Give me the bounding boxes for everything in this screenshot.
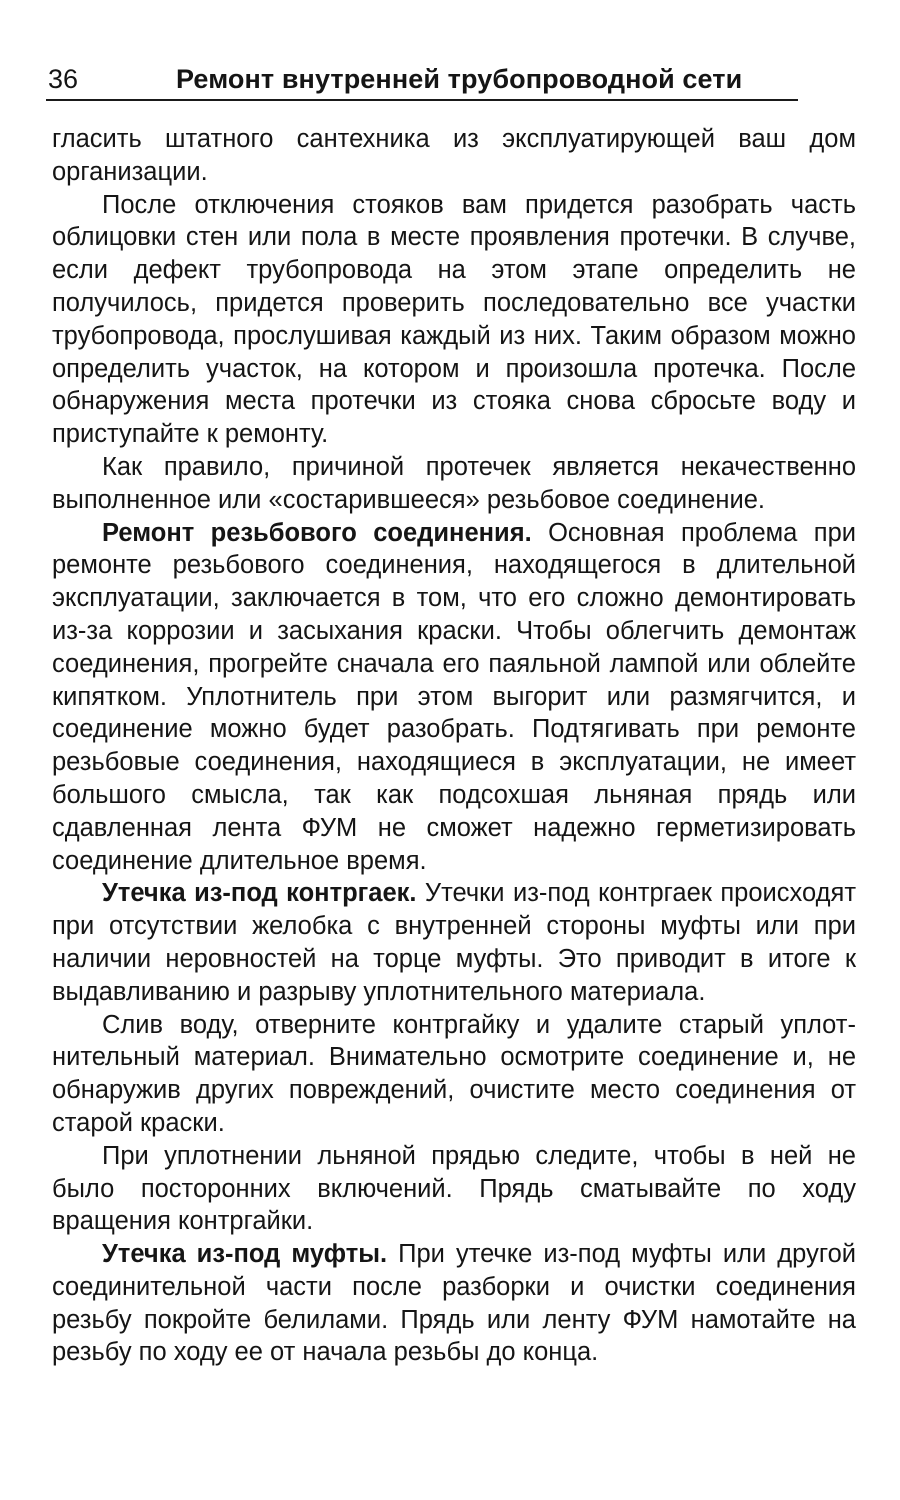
paragraph-5 xyxy=(52,877,856,1008)
page-header xyxy=(46,55,798,101)
paragraph-text: гласить штатного сантехника из эксплуатирующей ваш дом организации. xyxy=(52,125,856,186)
section-heading-thread-repair: Ремонт резьбового соединения. xyxy=(102,518,532,547)
paragraph-text: Утечки из-под контргаек происходят при отсутствии желобка с внутренней стороны муфты или при наличии неровностей на торце муфты. Это приводит в итоге к выдавливанию и разрыву уплотнительного материала. xyxy=(52,879,856,1006)
section-heading-coupling-leak: Утечка из-под муфты. xyxy=(102,1240,388,1269)
paragraph-text: При уплотнении льняной прядью следите, чтобы в ней не было посторонних включений. Прядь сматывайте по ходу вращения контргайки. xyxy=(52,1141,856,1236)
paragraph-7 xyxy=(52,1140,856,1238)
paragraph-3 xyxy=(52,451,856,517)
paragraph-text: Основная проблема при ремонте резьбового соединения, находящегося в длительной эксплуатации, заключается в том, что его сложно демонтировать из-за коррозии и засыхания краски. Чтобы облегчить демонтаж соединения, прогрейте сначала его паяльной лампой или облейте кипятком. Уплотнитель при этом выгорит или размягчится, и соединение можно будет разобрать. Подтягивать при ремонте резьбовые соединения, находящиеся в эксплуатации, не имеет большого смысла, так как подсохшая льняная прядь или сдавленная лента ФУМ не сможет надежно герметизировать соединение длительное время. xyxy=(52,518,856,875)
paragraph-2 xyxy=(52,189,856,451)
running-title: Ремонт внутренней трубопроводной сети xyxy=(176,64,743,94)
paragraph-1 xyxy=(52,123,856,189)
paragraph-4 xyxy=(52,517,856,878)
paragraph-text: Слив воду, отверните контргайку и удалите старый уплотнительный материал. Внимательно осмотрите соединение и, не обнаружив других повреждений, очистите место соединения от старой краски. xyxy=(52,1010,856,1137)
paragraph-text: Как правило, причиной протечек является некачественно выполненное или «состарившееся» резьбовое соединение. xyxy=(52,452,856,514)
page-number: 36 xyxy=(48,64,79,94)
section-heading-locknut-leak: Утечка из-под контргаек. xyxy=(102,879,417,908)
paragraph-6 xyxy=(52,1009,856,1140)
paragraph-text: При утечке из-под муфты или другой соединительной части после разборки и очистки соединения резьбу покройте белилами. Прядь или ленту ФУМ намотайте на резьбу по ходу ее от начала резьбы до конца. xyxy=(52,1240,856,1367)
page-body xyxy=(52,123,856,1369)
paragraph-8 xyxy=(52,1238,856,1369)
paragraph-text: После отключения стояков вам придется разобрать часть облицовки стен или пола в месте проявления протечки. В случве, если дефект трубопровода на этом этапе определить не получилось, придется проверить последовательно все участки трубопровода, прослушивая каждый из них. Таким образом можно определить участок, на котором и произошла протечка. После обнаружения места протечки из стояка снова сбросьте воду и приступайте к ремонту. xyxy=(52,190,856,449)
